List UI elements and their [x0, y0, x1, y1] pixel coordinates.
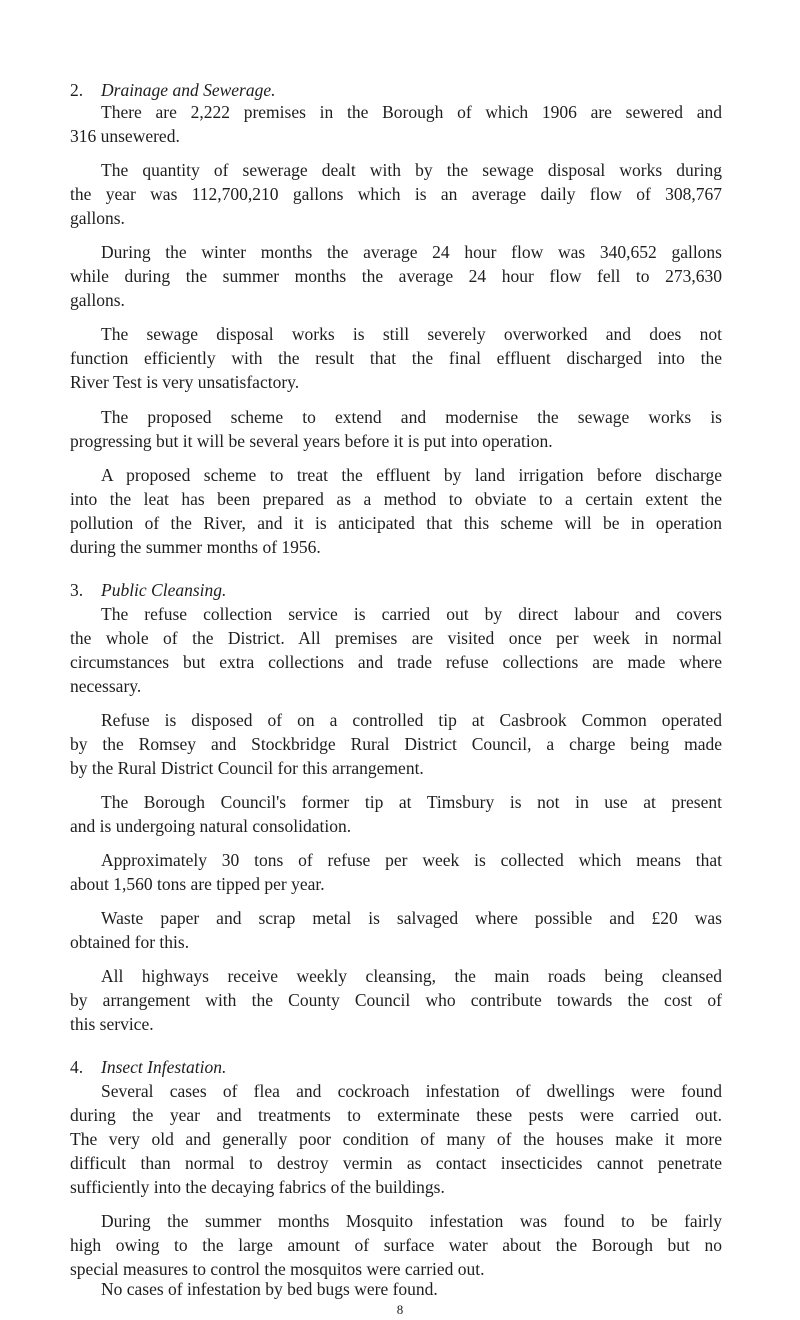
text-line: obtained for this.: [70, 932, 190, 952]
text-line: circumstances but extra collections and trade refuse collections are made where: [70, 652, 722, 672]
text-line: function efficiently with the result that the final effluent discharged into the: [70, 348, 722, 368]
text-line: by the Romsey and Stockbridge Rural District Council, a charge being made: [70, 734, 722, 754]
text-line: and is undergoing natural consolidation.: [70, 816, 352, 836]
text-line: the year was 112,700,210 gallons which is an average daily flow of 308,767: [70, 184, 722, 204]
page-number: 8: [396, 1302, 404, 1317]
text-line: progressing but it will be several years before it is put into operation.: [70, 431, 553, 451]
text-line: During the summer months Mosquito infestation was found to be fairly: [101, 1211, 722, 1231]
text-line: Waste paper and scrap metal is salvaged where possible and £20 was: [101, 908, 722, 928]
text-line: this service.: [70, 1014, 154, 1034]
text-line: Refuse is disposed of on a controlled tip at Casbrook Common operated: [101, 710, 722, 730]
section-heading-drainage: [70, 79, 276, 101]
text-line: special measures to control the mosquitos were carried out.: [70, 1259, 485, 1279]
section-title: Insect Infestation.: [101, 1057, 227, 1077]
text-line: River Test is very unsatisfactory.: [70, 372, 300, 392]
text-line: Several cases of flea and cockroach infestation of dwellings were found: [101, 1081, 722, 1101]
section-number: 3.: [70, 580, 84, 600]
text-line: while during the summer months the average 24 hour flow fell to 273,630: [70, 266, 722, 286]
text-line: No cases of infestation by bed bugs were found.: [101, 1279, 438, 1299]
text-line: All highways receive weekly cleansing, the main roads being cleansed: [101, 966, 722, 986]
section-heading-public-cleansing: [70, 579, 226, 601]
text-line: high owing to the large amount of surface water about the Borough but no: [70, 1235, 722, 1255]
text-line: A proposed scheme to treat the effluent by land irrigation before discharge: [101, 465, 722, 485]
text-line: The Borough Council's former tip at Timsbury is not in use at present: [101, 792, 722, 812]
text-line: The refuse collection service is carried out by direct labour and covers: [101, 604, 722, 624]
text-line: The proposed scheme to extend and modernise the sewage works is: [101, 407, 722, 427]
text-line: gallons.: [70, 290, 125, 310]
section-number: 2.: [70, 80, 84, 100]
text-line: There are 2,222 premises in the Borough of which 1906 are sewered and: [101, 102, 722, 122]
text-line: during the year and treatments to exterminate these pests were carried out.: [70, 1105, 722, 1125]
section-heading-insect-infestation: [70, 1056, 226, 1078]
text-line: The very old and generally poor condition of many of the houses make it more: [70, 1129, 722, 1149]
text-line: The sewage disposal works is still severely overworked and does not: [101, 324, 722, 344]
text-line: during the summer months of 1956.: [70, 537, 321, 557]
section-title: Drainage and Sewerage.: [101, 80, 276, 100]
text-line: The quantity of sewerage dealt with by the sewage disposal works during: [101, 160, 722, 180]
text-line: pollution of the River, and it is anticipated that this scheme will be in operation: [70, 513, 722, 533]
text-line: gallons.: [70, 208, 125, 228]
text-line: by the Rural District Council for this arrangement.: [70, 758, 424, 778]
text-line: by arrangement with the County Council who contribute towards the cost of: [70, 990, 722, 1010]
text-line: the whole of the District. All premises are visited once per week in normal: [70, 628, 722, 648]
section-number: 4.: [70, 1057, 84, 1077]
section-title: Public Cleansing.: [101, 580, 227, 600]
text-line: 316 unsewered.: [70, 126, 180, 146]
text-line: sufficiently into the decaying fabrics of the buildings.: [70, 1177, 445, 1197]
text-line: difficult than normal to destroy vermin as contact insecticides cannot penetrate: [70, 1153, 722, 1173]
text-line: necessary.: [70, 676, 142, 696]
text-line: Approximately 30 tons of refuse per week is collected which means that: [101, 850, 722, 870]
text-line: During the winter months the average 24 hour flow was 340,652 gallons: [101, 242, 722, 262]
text-line: about 1,560 tons are tipped per year.: [70, 874, 325, 894]
text-line: into the leat has been prepared as a method to obviate to a certain extent the: [70, 489, 722, 509]
